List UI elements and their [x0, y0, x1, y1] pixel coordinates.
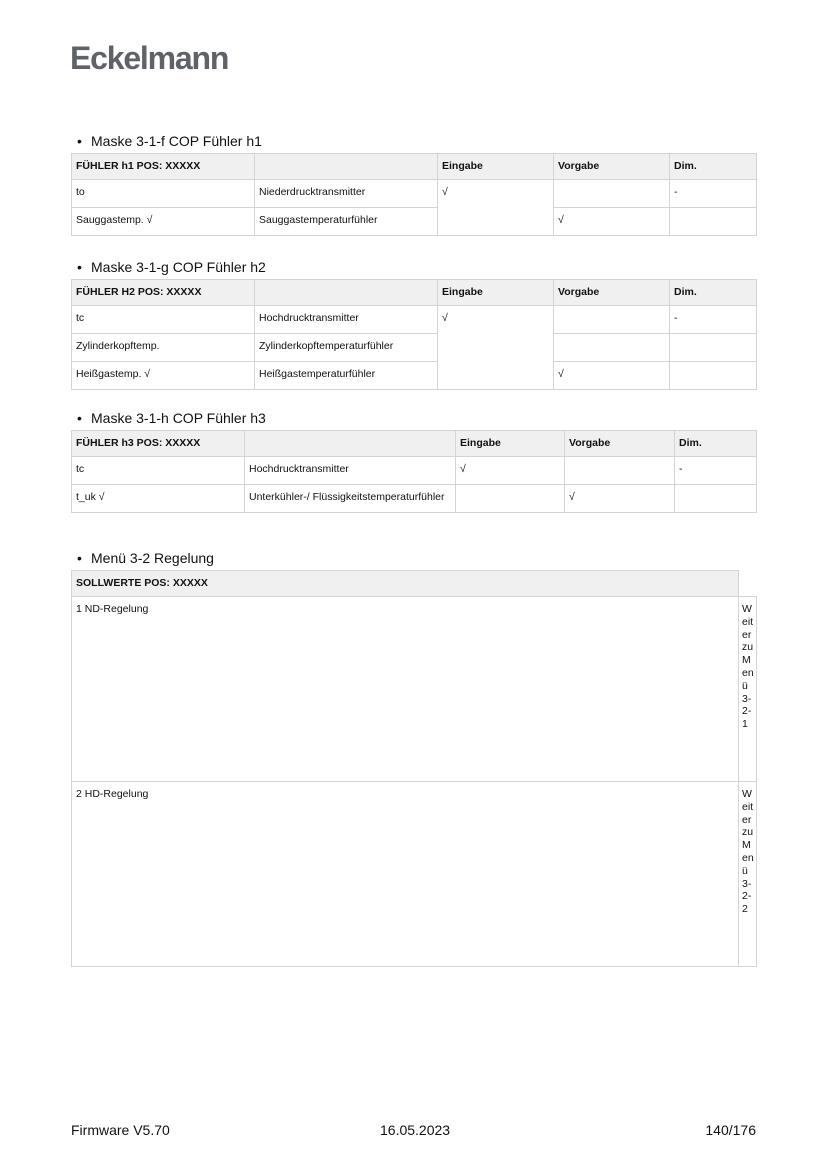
column-header: Dim. — [670, 280, 757, 306]
menu-item-hd-regelung: 2 HD-Regelung — [72, 782, 739, 967]
column-header: FÜHLER h3 POS: XXXXX — [72, 431, 245, 457]
footer-page-number: 140/176 — [705, 1122, 756, 1138]
table-cell: Heißgastemperaturfühler — [255, 362, 438, 390]
column-header: FÜHLER h1 POS: XXXXX — [72, 154, 255, 180]
table-row — [72, 457, 757, 485]
table-header-row — [72, 431, 757, 457]
section-fuehler-h2 — [71, 259, 756, 390]
table-cell — [554, 334, 670, 362]
table-cell: Sauggastemp. √ — [72, 208, 255, 236]
column-header: Vorgabe — [554, 280, 670, 306]
table-cell: √ — [438, 306, 554, 334]
column-header: Vorgabe — [554, 154, 670, 180]
fuehler-h3-table — [71, 430, 757, 513]
column-header — [245, 431, 456, 457]
section-heading: • Maske 3-1-f COP Fühler h1 — [77, 133, 262, 149]
table-row — [72, 362, 757, 390]
table-cell: Sauggastemperaturfühler — [255, 208, 438, 236]
table-header-row — [72, 571, 757, 597]
table-cell — [670, 208, 757, 236]
column-header — [255, 280, 438, 306]
table-cell: tc — [72, 306, 255, 334]
section-fuehler-h3 — [71, 410, 756, 513]
table-header-row — [72, 154, 757, 180]
empty-cell — [739, 571, 757, 597]
table-cell: Zylinderkopftemperaturfühler — [255, 334, 438, 362]
sollwerte-table — [71, 570, 757, 967]
table-cell — [456, 485, 565, 513]
section-menu-3-2 — [71, 550, 756, 967]
table-cell — [438, 334, 554, 362]
column-header: Dim. — [670, 154, 757, 180]
table-row — [72, 180, 757, 208]
table-cell: Zylinderkopftemp. — [72, 334, 255, 362]
column-header: Eingabe — [438, 154, 554, 180]
table-cell: Hochdrucktransmitter — [255, 306, 438, 334]
footer-firmware: Firmware V5.70 — [71, 1122, 170, 1138]
table-cell — [438, 362, 554, 390]
section-fuehler-h1 — [71, 133, 756, 236]
column-header: Eingabe — [438, 280, 554, 306]
table-cell — [670, 362, 757, 390]
table-cell: - — [670, 180, 757, 208]
table-row — [72, 306, 757, 334]
column-header: Dim. — [675, 431, 757, 457]
table-cell — [554, 180, 670, 208]
footer-date: 16.05.2023 — [380, 1122, 451, 1138]
table-cell: √ — [554, 208, 670, 236]
table-cell: to — [72, 180, 255, 208]
fuehler-h2-table — [71, 279, 757, 390]
table-cell: √ — [438, 180, 554, 208]
table-cell: √ — [456, 457, 565, 485]
table-cell: tc — [72, 457, 245, 485]
table-header-row — [72, 280, 757, 306]
menu-item-nd-regelung: 1 ND-Regelung — [72, 597, 739, 782]
table-row — [72, 334, 757, 362]
table-row — [72, 485, 757, 513]
table-cell: Niederdrucktransmitter — [255, 180, 438, 208]
table-cell — [554, 306, 670, 334]
table-cell: Unterkühler-/ Flüssigkeitstemperaturfühler — [245, 485, 456, 513]
table-cell: Heißgastemp. √ — [72, 362, 255, 390]
table-cell — [675, 485, 757, 513]
section-heading: • Maske 3-1-g COP Fühler h2 — [77, 259, 266, 275]
table-cell: - — [675, 457, 757, 485]
table-row — [72, 208, 757, 236]
column-header: SOLLWERTE POS: XXXXX — [72, 571, 739, 597]
fuehler-h1-table — [71, 153, 757, 236]
table-cell — [438, 208, 554, 236]
section-heading: • Menü 3-2 Regelung — [77, 550, 214, 566]
column-header: FÜHLER H2 POS: XXXXX — [72, 280, 255, 306]
table-cell: t_uk √ — [72, 485, 245, 513]
eckelmann-logo: Eckelmann — [70, 40, 229, 76]
link-menu-3-2-2[interactable]: Weiter zu Menü 3-2-2 — [739, 782, 757, 967]
column-header — [255, 154, 438, 180]
table-cell: √ — [565, 485, 675, 513]
section-heading: • Maske 3-1-h COP Fühler h3 — [77, 410, 266, 426]
link-menu-3-2-1[interactable]: Weiter zu Menü 3-2-1 — [739, 597, 757, 782]
table-cell: √ — [554, 362, 670, 390]
table-cell: - — [670, 306, 757, 334]
column-header: Vorgabe — [565, 431, 675, 457]
table-row — [72, 782, 757, 967]
table-cell — [565, 457, 675, 485]
table-row — [72, 597, 757, 782]
column-header: Eingabe — [456, 431, 565, 457]
table-cell — [670, 334, 757, 362]
table-cell: Hochdrucktransmitter — [245, 457, 456, 485]
